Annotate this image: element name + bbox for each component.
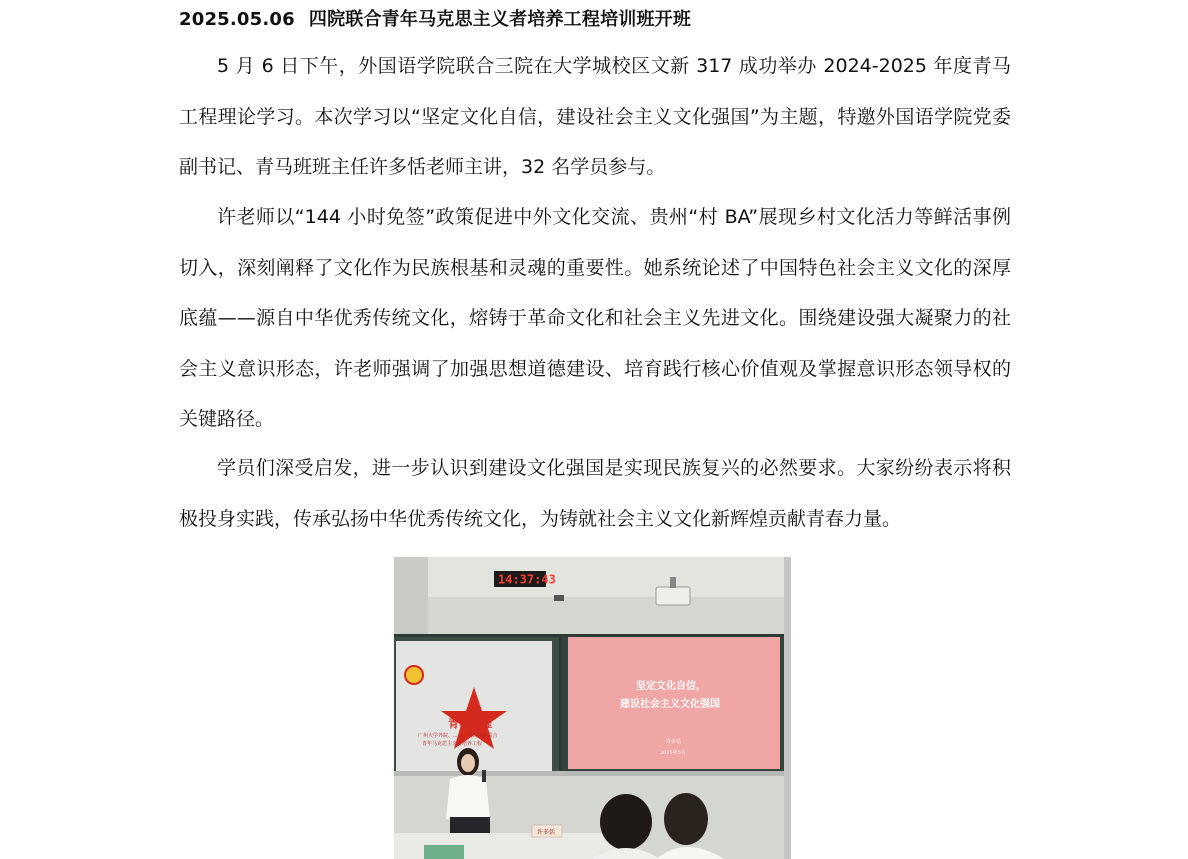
student-head-1 [600, 794, 652, 850]
projector [656, 587, 690, 605]
projector-mount [670, 577, 676, 588]
banner-line-2: 青年马克思主义者培养工程 [422, 741, 483, 747]
slide-title-line-1: 坚定文化自信， [636, 681, 706, 692]
slide-title-line-2: 建设社会主义文化强国 [620, 699, 720, 710]
article-date: 2025.05.06 [179, 9, 295, 30]
slide-date: 2025年5月 [660, 750, 686, 756]
clock-time: 14:37:43 [498, 572, 556, 587]
student-head-2 [664, 793, 708, 845]
ceiling-camera [554, 595, 564, 601]
classroom-scene [394, 557, 791, 859]
speaker-face [461, 754, 475, 772]
left-pillar [394, 557, 428, 637]
chalk-tray [394, 771, 791, 776]
article-title: 四院联合青年马克思主义者培养工程培训班开班 [308, 9, 692, 30]
banner-title: 青马工程 [448, 717, 492, 730]
article-headline [179, 5, 691, 31]
ceiling [394, 557, 791, 597]
nameplate-text: 许多恬 [537, 829, 556, 836]
article-paragraph-3: 学员们深受启发，进一步认识到建设文化强国是实现民族复兴的必然要求。大家纷纷表示将积极投身实践，传承弘扬中华优秀传统文化，为铸就社会主义文化新辉煌贡献青春力量。 [179, 457, 1011, 530]
article-paragraph-1: 5 月 6 日下午，外国语学院联合三院在大学城校区文新 317 成功举办 2024-2025 年度青马工程理论学习。本次学习以“坚定文化自信，建设社会主义文化强国”为主题，特邀外国语学院党委副书记、青马班班主任许多恬老师主讲，32 名学员参与。 [179, 55, 1011, 178]
green-chair [424, 845, 464, 859]
slide-presenter: 许多恬 [666, 739, 682, 745]
league-emblem-icon [405, 666, 423, 684]
banner-line-1: 广州大学外院、......、马院四院联合 [418, 733, 498, 739]
article-paragraph-2: 许老师以“144 小时免签”政策促进中外文化交流、贵州“村 BA”展现乡村文化活力等鲜活事例切入，深刻阐释了文化作为民族根基和灵魂的重要性。她系统论述了中国特色社会主义文化的深厚底蕴——源自中华优秀传统文化，熔铸于革命文化和社会主义先进文化。围绕建设强大凝聚力的社会主义意识形态，许老师强调了加强思想道德建设、培育践行核心价值观及掌握意识形态领导权的关键路径。 [179, 206, 1011, 430]
right-wall-edge [784, 557, 791, 859]
event-photo [394, 557, 791, 859]
microphone-icon [482, 770, 486, 782]
